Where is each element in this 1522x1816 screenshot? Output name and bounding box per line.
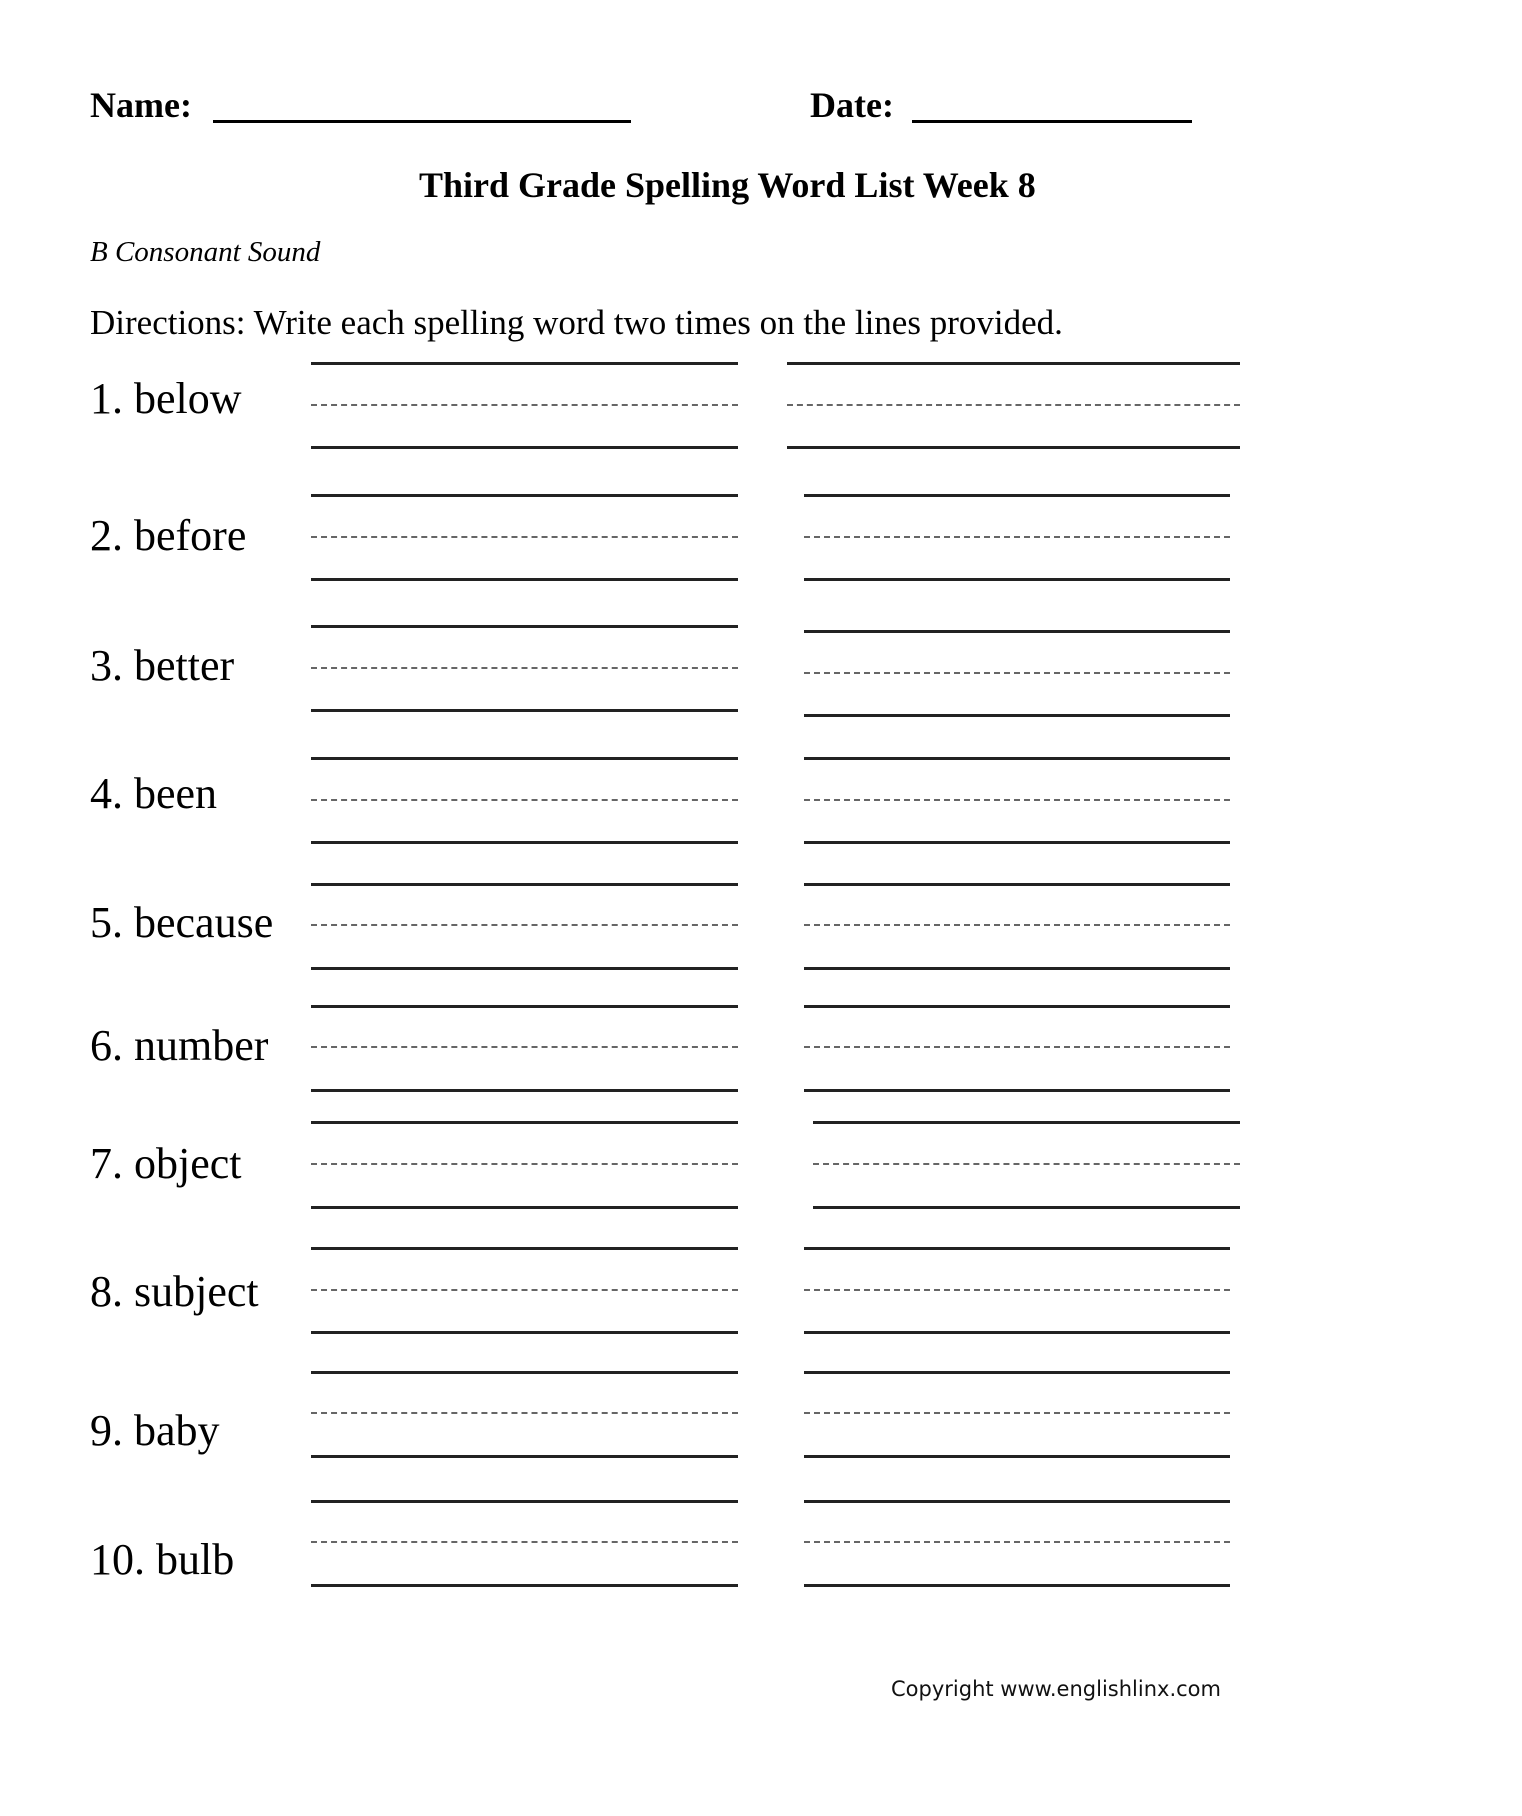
directions-text: Directions: Write each spelling word two times on the lines provided.: [90, 303, 1063, 342]
writing-line-middle[interactable]: [311, 799, 738, 801]
writing-line-middle[interactable]: [804, 1289, 1230, 1291]
copyright-text: Copyright www.englishlinx.com: [891, 1677, 1221, 1701]
writing-line-bottom[interactable]: [804, 841, 1230, 844]
word-label: 3. better: [90, 641, 235, 690]
word-label: 5. because: [90, 898, 274, 947]
word-label: 1. below: [90, 374, 242, 423]
writing-line-bottom[interactable]: [804, 714, 1230, 717]
name-input-line[interactable]: [213, 120, 631, 123]
writing-line-top[interactable]: [804, 1500, 1230, 1503]
writing-line-bottom[interactable]: [311, 967, 738, 970]
writing-line-bottom[interactable]: [311, 578, 738, 581]
writing-line-top[interactable]: [311, 1121, 738, 1124]
writing-line-bottom[interactable]: [311, 841, 738, 844]
writing-line-top[interactable]: [311, 362, 738, 365]
date-input-line[interactable]: [912, 120, 1192, 123]
writing-line-middle[interactable]: [311, 1289, 738, 1291]
writing-line-middle[interactable]: [804, 1412, 1230, 1414]
word-label: 8. subject: [90, 1267, 259, 1316]
writing-line-middle[interactable]: [311, 924, 738, 926]
writing-line-bottom[interactable]: [813, 1206, 1240, 1209]
writing-line-bottom[interactable]: [804, 1331, 1230, 1334]
writing-line-bottom[interactable]: [804, 1089, 1230, 1092]
page-title: Third Grade Spelling Word List Week 8: [419, 165, 1036, 205]
writing-line-bottom[interactable]: [311, 1455, 738, 1458]
writing-line-middle[interactable]: [311, 1412, 738, 1414]
writing-line-middle[interactable]: [311, 667, 738, 669]
writing-line-bottom[interactable]: [311, 1331, 738, 1334]
writing-line-top[interactable]: [311, 1005, 738, 1008]
writing-line-top[interactable]: [311, 1500, 738, 1503]
writing-line-top[interactable]: [804, 494, 1230, 497]
writing-line-bottom[interactable]: [804, 967, 1230, 970]
writing-line-top[interactable]: [804, 1371, 1230, 1374]
writing-line-bottom[interactable]: [804, 578, 1230, 581]
subtitle: B Consonant Sound: [90, 236, 321, 268]
writing-line-top[interactable]: [311, 757, 738, 760]
name-label: Name:: [90, 85, 192, 125]
writing-line-top[interactable]: [804, 1247, 1230, 1250]
writing-line-top[interactable]: [804, 1005, 1230, 1008]
writing-line-top[interactable]: [804, 883, 1230, 886]
writing-line-middle[interactable]: [804, 1046, 1230, 1048]
writing-line-top[interactable]: [311, 1371, 738, 1374]
writing-line-middle[interactable]: [813, 1163, 1240, 1165]
writing-line-middle[interactable]: [311, 404, 738, 406]
writing-line-middle[interactable]: [311, 1046, 738, 1048]
word-label: 6. number: [90, 1021, 269, 1070]
writing-line-bottom[interactable]: [311, 1089, 738, 1092]
writing-line-top[interactable]: [311, 625, 738, 628]
writing-line-middle[interactable]: [804, 672, 1230, 674]
writing-line-top[interactable]: [813, 1121, 1240, 1124]
writing-line-middle[interactable]: [804, 799, 1230, 801]
writing-line-bottom[interactable]: [787, 446, 1240, 449]
writing-line-middle[interactable]: [311, 1163, 738, 1165]
writing-line-bottom[interactable]: [804, 1455, 1230, 1458]
word-label: 9. baby: [90, 1406, 220, 1455]
writing-line-bottom[interactable]: [311, 1206, 738, 1209]
word-label: 4. been: [90, 769, 218, 818]
writing-line-top[interactable]: [311, 1247, 738, 1250]
writing-line-top[interactable]: [311, 494, 738, 497]
writing-line-middle[interactable]: [804, 924, 1230, 926]
writing-line-top[interactable]: [804, 757, 1230, 760]
writing-line-top[interactable]: [787, 362, 1240, 365]
writing-line-top[interactable]: [804, 630, 1230, 633]
writing-line-middle[interactable]: [311, 536, 738, 538]
writing-line-middle[interactable]: [787, 404, 1240, 406]
word-label: 7. object: [90, 1139, 242, 1188]
word-label: 10. bulb: [90, 1535, 235, 1584]
date-label: Date:: [810, 85, 894, 125]
writing-line-middle[interactable]: [804, 536, 1230, 538]
word-label: 2. before: [90, 511, 247, 560]
writing-line-middle[interactable]: [311, 1541, 738, 1543]
writing-line-bottom[interactable]: [804, 1584, 1230, 1587]
writing-line-bottom[interactable]: [311, 709, 738, 712]
writing-line-middle[interactable]: [804, 1541, 1230, 1543]
writing-line-bottom[interactable]: [311, 1584, 738, 1587]
writing-line-bottom[interactable]: [311, 446, 738, 449]
writing-line-top[interactable]: [311, 883, 738, 886]
